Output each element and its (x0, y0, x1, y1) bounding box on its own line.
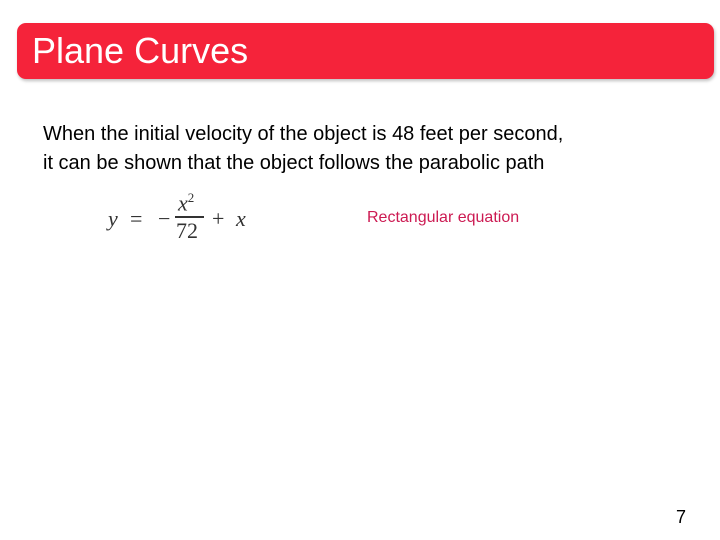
equation-numerator (178, 190, 194, 216)
body-text (43, 120, 703, 178)
title-bar (17, 23, 714, 79)
equation-denominator: 72 (176, 218, 198, 243)
equation-last-term: x (236, 206, 246, 231)
body-line-2: it can be shown that the object follows the parabolic path (43, 152, 545, 174)
equation-minus: − (158, 206, 171, 231)
equation-numerator-base: x (178, 190, 188, 216)
equation-lhs: y (108, 206, 118, 231)
slide-number: 7 (676, 507, 687, 527)
body-line-1: When the initial velocity of the object is 48 feet per second, (43, 123, 564, 145)
equation-equals: = (130, 206, 143, 231)
slide-title: Plane Curves (32, 30, 249, 71)
equation-label: Rectangular equation (367, 209, 520, 226)
equation-plus: + (212, 206, 225, 231)
equation-numerator-exponent: 2 (187, 190, 195, 205)
